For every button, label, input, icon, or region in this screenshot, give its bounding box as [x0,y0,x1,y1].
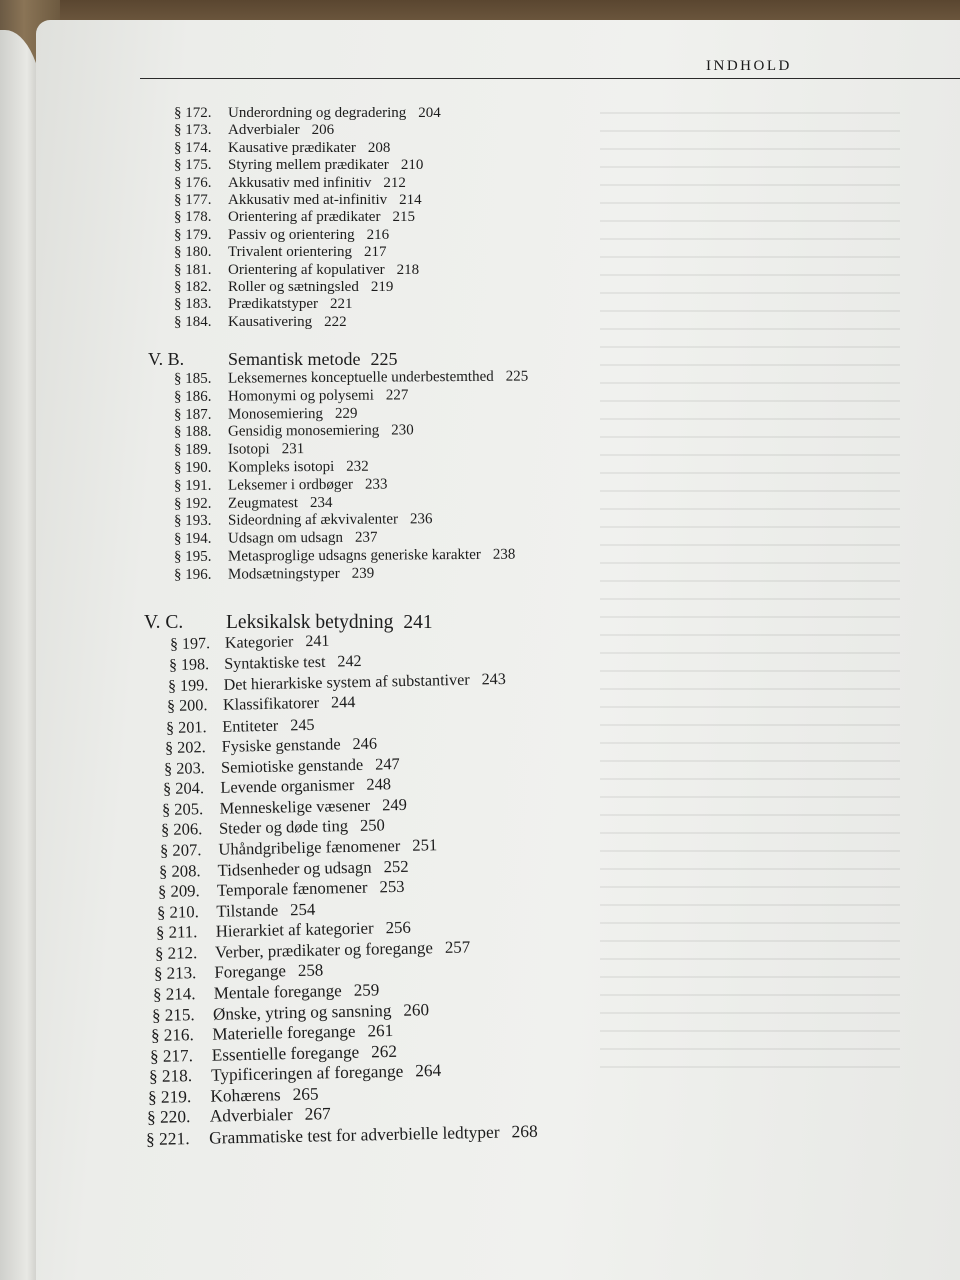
section-number: § 213. [153,963,197,984]
section-number: § 193. [173,513,212,530]
page-number: 258 [297,960,324,981]
section-number: § 203. [163,757,205,778]
entry-title-group [228,226,389,244]
page-number: 227 [385,387,409,404]
page-number: 267 [303,1104,331,1125]
entry-title-group [228,511,433,530]
entry-title: Sideordning af ækvivalenter [227,511,399,530]
page-number: 262 [370,1041,397,1062]
entry-title-group [222,716,315,736]
page-number: 237 [354,529,378,546]
section-number: § 186. [173,388,212,405]
section-code: V. C. [144,612,184,634]
section-number: § 184. [174,313,212,330]
page-number: 214 [399,192,422,208]
section-number: § 204. [162,778,205,799]
entry-title-group [213,1001,429,1024]
entry-title: Udsagn om udsagn [227,530,344,547]
section-number: § 173. [174,122,212,139]
page-number: 245 [289,715,315,735]
section-number: § 188. [173,424,212,441]
page-number: 256 [385,917,411,938]
page-number: 242 [337,652,362,671]
entry-title: Homonymi og polysemi [227,387,374,405]
page-number: 204 [418,105,441,121]
entry-title-group [228,191,422,209]
page-number: 234 [309,494,333,511]
entry-title-group [210,1062,440,1085]
entry-title-group [228,243,387,261]
page-number: 254 [289,899,316,919]
section-number: § 176. [174,174,212,191]
entry-title: Styring mellem prædikater [228,157,389,174]
entry-title: Passiv og orientering [228,226,355,243]
page-number: 217 [364,244,387,261]
entry-title-group [218,836,437,859]
section-number: § 189. [173,441,212,459]
entry-title: Trivalent orientering [228,244,353,261]
page-number: 212 [383,174,406,191]
entry-title-group [228,261,419,279]
section-number: § 183. [174,296,212,313]
entry-title: Entiteter [222,716,279,736]
section-number: § 206. [160,819,203,840]
running-head: INDHOLD [706,58,792,74]
section-number: § 220. [146,1107,191,1128]
section-page-number: 241 [403,612,433,634]
entry-title-group [228,139,390,157]
entry-title: Leksemer i ordbøger [227,476,354,494]
section-number: § 201. [165,717,207,737]
entry-title-group [228,475,388,494]
section-page-number: 225 [370,349,398,370]
entry-title-group [225,633,330,653]
entry-title: Kausativering [228,313,313,330]
page-number: 251 [411,835,438,855]
entry-title: Essentielle foregange [211,1042,359,1065]
section-title: Semantisk metode [228,349,361,370]
entry-title: Fysiske genstande [221,734,341,757]
entry-title-group [228,156,423,174]
section-number: § 207. [159,840,202,861]
entry-title: Klassifikatorer [222,694,320,714]
section-number: § 179. [174,226,212,243]
page-number: 238 [492,546,516,563]
entry-title: Adverbialer [209,1105,293,1127]
entry-title: Zeugmatest [227,494,299,512]
page-number: 268 [510,1120,538,1142]
entry-title-group [223,694,356,715]
entry-title-group [228,546,515,566]
entry-title: Orientering af prædikater [228,209,381,226]
entry-title-group [228,208,415,226]
section-number: § 202. [164,737,206,758]
page-number: 218 [396,261,420,278]
entry-title: Adverbialer [228,122,300,139]
entry-title-group [228,404,358,423]
entry-title: Kausative prædikater [228,139,356,156]
section-number: § 211. [155,922,198,943]
page-number: 229 [334,405,358,422]
section-number: § 172. [174,105,212,121]
entry-title-group [221,735,377,756]
entry-title: Akkusativ med infinitiv [228,174,372,191]
page-number: 248 [366,774,392,795]
section-number: § 177. [174,192,212,208]
page-number: 232 [346,458,369,475]
page-number: 206 [311,122,335,139]
page-number: 230 [391,422,414,439]
entry-title: Levende organismer [219,775,355,798]
entry-title: Materielle foregange [211,1021,356,1044]
section-number: § 209. [157,881,200,902]
page-number: 247 [374,753,400,774]
section-number: § 198. [168,656,210,674]
entry-title-group [228,104,441,122]
entry-title: Metasproglige udsagns generiske karakter [227,546,481,565]
entry-title-group [208,1122,537,1147]
entry-title: Verber, prædikater og foregange [214,938,433,962]
page-number: 210 [400,157,424,174]
page-number: 259 [353,980,380,1000]
entry-title: Grammatiske test for adverbielle ledtyper [208,1121,500,1148]
entry-title-group [228,440,304,459]
entry-title: Mentale foregange [213,981,342,1003]
page-number: 215 [392,209,415,226]
section-number: § 174. [174,139,212,156]
entry-title-group [209,1106,330,1127]
entry-title: Kompleks isotopi [227,458,335,476]
entry-title-group [228,422,414,441]
entry-title-group [228,368,528,388]
entry-title: Tilstande [215,900,279,921]
entry-title-group [228,295,353,313]
section-number: § 178. [174,209,212,226]
entry-title-group [219,796,407,818]
section-number: § 194. [173,530,212,548]
entry-title: Kohærens [209,1085,281,1106]
entry-title: Akkusativ med at-infinitiv [228,192,388,208]
entry-title-group [224,653,362,674]
section-number: § 217. [149,1045,193,1066]
page-number: 219 [370,279,394,295]
section-code: V. B. [148,349,185,370]
page-number: 244 [330,694,356,712]
entry-title: Prædikatstyper [228,296,318,313]
entry-title: Temporale fænomener [216,877,368,900]
page-number: 208 [367,139,391,156]
entry-title: Ønske, ytring og sansning [212,1000,392,1024]
entry-title: Syntaktiske test [224,653,326,673]
entry-title-group [228,313,347,331]
entry-title: Gensidig monosemiering [227,422,380,441]
entry-title-group [223,670,506,694]
entry-title: Orientering af kopulativer [228,261,385,278]
entry-title: Monosemiering [227,405,324,423]
section-number: § 218. [148,1066,192,1087]
section-number: § 210. [156,901,199,922]
page-number: 260 [402,999,429,1020]
page-number: 249 [381,794,407,815]
entry-title: Hierarkiet af kategorier [215,918,374,942]
entry-title: Steder og døde ting [218,816,349,839]
section-number: § 195. [173,548,212,565]
section-number: § 191. [173,477,212,494]
page-number: 225 [505,368,529,385]
entry-title: Kategorier [224,633,294,653]
section-number: § 185. [173,370,212,387]
page-number: 257 [444,937,471,957]
section-number: § 187. [173,406,212,423]
entry-title: Typificeringen af foregange [210,1061,404,1085]
section-number: § 196. [173,566,212,583]
entry-title-group [228,386,408,405]
entry-title-group [210,1085,319,1105]
section-number: § 190. [173,459,212,476]
entry-title-group [228,278,393,296]
page-number: 231 [281,441,305,458]
page-number: 221 [330,296,353,313]
section-number: § 216. [150,1025,194,1046]
entry-title-group [212,1022,393,1044]
page-number: 264 [414,1061,441,1081]
page-number: 261 [366,1021,393,1041]
section-number: § 200. [166,697,208,716]
section-number: § 180. [174,244,212,261]
page-number: 241 [305,633,330,651]
entry-title-group [228,564,374,583]
section-number: § 182. [174,279,212,295]
entry-title: Menneskelige væsener [219,795,371,818]
entry-title-group [228,458,369,477]
entry-title-group [213,981,379,1002]
section-title: Leksikalsk betydning [226,612,394,634]
entry-title-group [228,493,333,512]
page-number: 222 [324,313,347,330]
section-number: § 197. [169,635,211,654]
entry-title: Uhåndgribelige fænomener [217,835,401,859]
entry-title-group [217,878,405,900]
section-number: § 208. [158,860,201,881]
section-title-group [226,612,433,634]
section-number: § 192. [173,495,212,512]
section-number: § 221. [145,1128,190,1149]
entry-title: Semiotiske genstande [220,754,364,777]
page-number: 233 [364,476,388,493]
entry-title-group [214,962,323,982]
entry-title-group [217,857,408,879]
page-number: 216 [366,226,390,243]
entry-title: Det hierarkiske system af substantiver [223,671,470,694]
page-number: 253 [379,876,405,897]
entry-title: Leksemernes konceptuelle underbestemthed [227,368,494,387]
page-number: 252 [383,856,409,876]
page-number: 265 [291,1084,319,1104]
section-number: § 175. [174,157,212,174]
section-number: § 205. [161,799,204,819]
entry-title-group [215,938,471,961]
entry-title-group [228,121,334,139]
section-title-group [228,349,397,370]
section-number: § 199. [167,676,209,695]
entry-title: Isotopi [227,441,270,458]
section-number: § 181. [174,261,212,278]
entry-title: Modsætningstyper [227,565,340,583]
page-number: 239 [351,565,375,582]
entry-title: Roller og sætningsled [228,279,359,295]
section-number: § 219. [147,1086,191,1107]
section-number: § 212. [154,942,198,963]
entry-title-group [228,529,378,548]
page-number: 243 [481,670,506,688]
entry-title-group [228,174,406,192]
page-number: 246 [352,733,378,754]
entry-title: Tidsenheder og udsagn [217,857,372,880]
entry-title-group [221,755,400,777]
entry-title-group [215,919,410,941]
page-number: 250 [359,815,385,836]
entry-title-group [216,900,315,920]
entry-title-group [219,817,385,838]
entry-title-group [220,776,391,798]
entry-title: Underordning og degradering [228,105,407,121]
page-number: 236 [409,511,433,528]
entry-title-group [211,1043,397,1065]
section-number: § 215. [151,1004,195,1025]
entry-title: Foregange [213,961,286,983]
section-number: § 214. [152,984,196,1004]
